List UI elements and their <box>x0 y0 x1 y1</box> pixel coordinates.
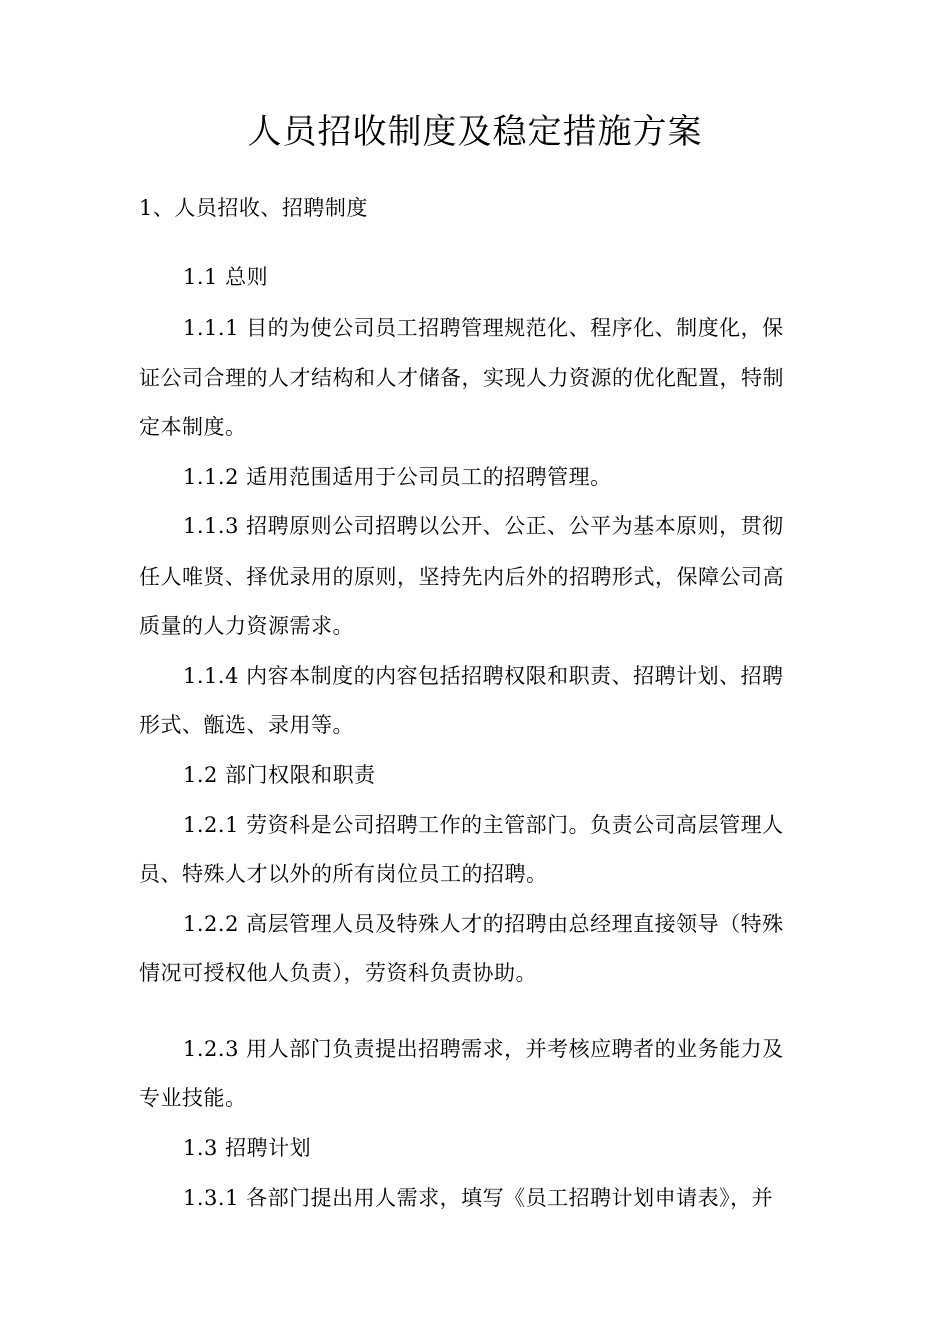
paragraph-line: 1.2.2 高层管理人员及特殊人才的招聘由总经理直接领导（特殊 <box>183 912 784 936</box>
paragraph-line: 1.2.3 用人部门负责提出招聘需求，并考核应聘者的业务能力及 <box>183 1037 784 1061</box>
document-title: 人员招收制度及稳定措施方案 <box>247 112 703 152</box>
paragraph-line: 质量的人力资源需求。 <box>139 614 354 638</box>
paragraph-line: 任人唯贤、择优录用的原则，坚持先内后外的招聘形式，保障公司高 <box>139 565 784 589</box>
paragraph-line: 1.1.2 适用范围适用于公司员工的招聘管理。 <box>183 465 612 489</box>
paragraph-line: 1.1.1 目的为使公司员工招聘管理规范化、程序化、制度化，保 <box>183 316 784 340</box>
subsection-heading-1-1: 1.1 总则 <box>183 265 269 289</box>
paragraph-line: 员、特殊人才以外的所有岗位员工的招聘。 <box>139 862 548 886</box>
section-heading-1: 1、人员招收、招聘制度 <box>139 196 368 220</box>
paragraph-line: 证公司合理的人才结构和人才储备，实现人力资源的优化配置，特制 <box>139 366 784 390</box>
paragraph-line: 情况可授权他人负责），劳资科负责协助。 <box>139 961 537 985</box>
paragraph-line: 定本制度。 <box>139 415 247 439</box>
paragraph-line: 形式、甑选、录用等。 <box>139 713 354 737</box>
paragraph-line: 1.1.3 招聘原则公司招聘以公开、公正、公平为基本原则，贯彻 <box>183 514 784 538</box>
subsection-heading-1-3: 1.3 招聘计划 <box>183 1136 312 1160</box>
paragraph-line: 专业技能。 <box>139 1086 247 1110</box>
paragraph-line: 1.2.1 劳资科是公司招聘工作的主管部门。负责公司高层管理人 <box>183 813 784 837</box>
subsection-heading-1-2: 1.2 部门权限和职责 <box>183 763 376 787</box>
paragraph-line: 1.3.1 各部门提出用人需求，填写《员工招聘计划申请表》，并 <box>183 1186 774 1210</box>
paragraph-line: 1.1.4 内容本制度的内容包括招聘权限和职责、招聘计划、招聘 <box>183 664 784 688</box>
